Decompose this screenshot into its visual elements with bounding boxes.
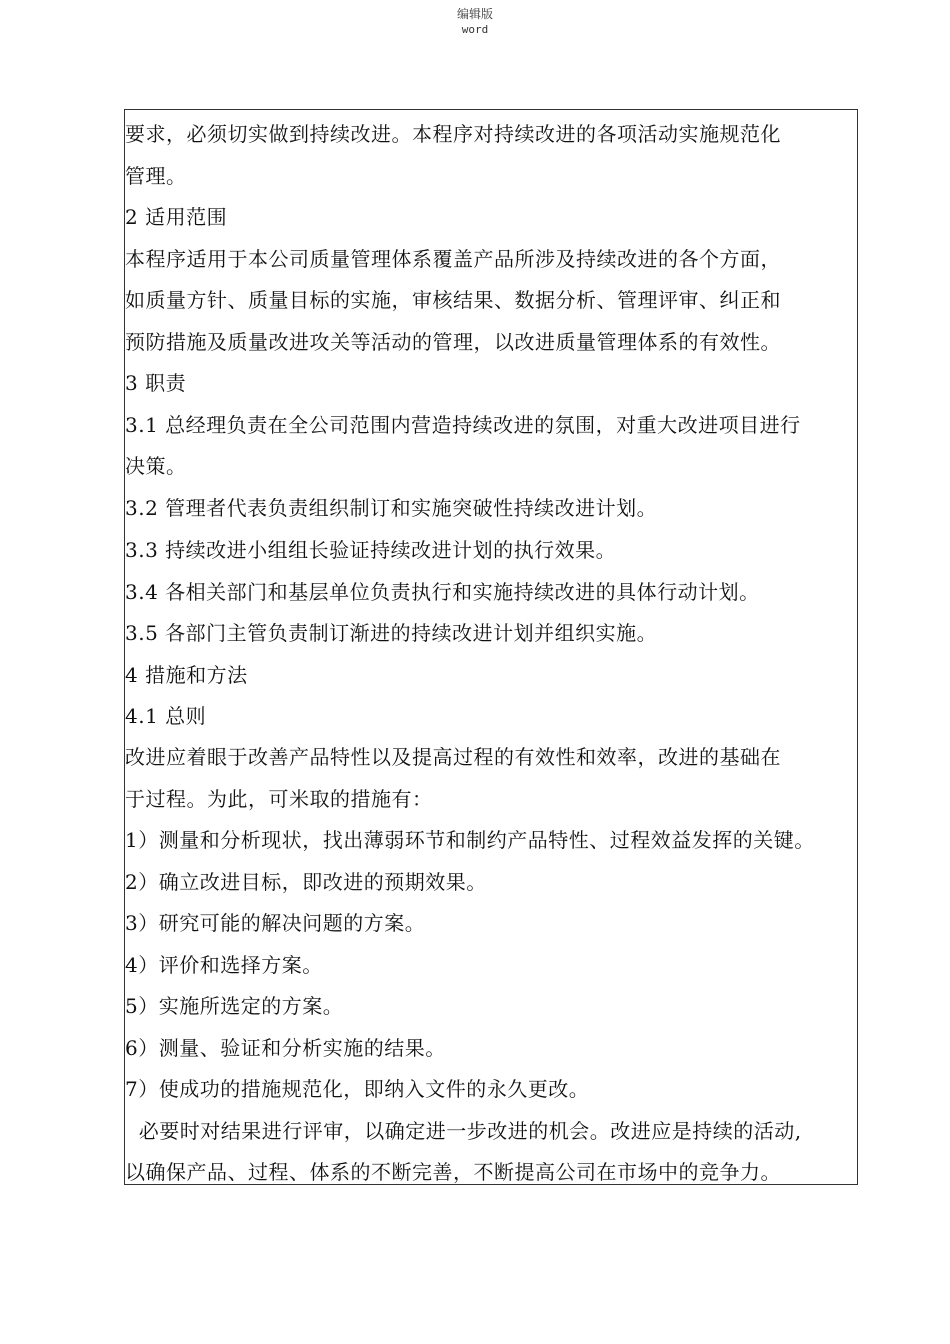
page-header: [0, 6, 950, 38]
list-item: 7）使成功的措施规范化，即纳入文件的永久更改。: [125, 1077, 590, 1101]
list-item: 1）测量和分析现状，找出薄弱环节和制约产品特性、过程效益发挥的关键。: [125, 828, 815, 852]
subsection-heading: 4.1 总则: [125, 704, 207, 728]
body-line: 3.2 管理者代表负责组织制订和实施突破性持续改进计划。: [125, 496, 658, 520]
body-line: 如质量方针、质量目标的实施，审核结果、数据分析、管理评审、纠正和: [125, 288, 781, 312]
body-line: 3.1 总经理负责在全公司范围内营造持续改进的氛围，对重大改进项目进行: [125, 413, 801, 437]
body-line: 预防措施及质量改进攻关等活动的管理，以改进质量管理体系的有效性。: [125, 330, 781, 354]
section-heading: 2 适用范围: [125, 205, 228, 229]
body-line: 以确保产品、过程、体系的不断完善，不断提高公司在市场中的竞争力。: [125, 1160, 781, 1184]
body-line: 必要时对结果进行评审，以确定进一步改进的机会。改进应是持续的活动,: [125, 1119, 802, 1143]
header-format-label: word: [461, 23, 489, 36]
list-item: 2）确立改进目标，即改进的预期效果。: [125, 870, 487, 894]
list-item: 6）测量、验证和分析实施的结果。: [125, 1036, 446, 1060]
body-line: 要求，必须切实做到持续改进。本程序对持续改进的各项活动实施规范化: [125, 122, 781, 146]
list-item: 4）评价和选择方案。: [125, 953, 323, 977]
body-line: 于过程。为此，可米取的措施有：: [125, 787, 433, 811]
section-heading: 3 职责: [125, 371, 187, 395]
body-line: 管理。: [125, 164, 187, 188]
list-item: 5）实施所选定的方案。: [125, 994, 344, 1018]
header-edition-label: 编辑版: [456, 7, 493, 21]
list-item: 3）研究可能的解决问题的方案。: [125, 911, 426, 935]
section-heading: 4 措施和方法: [125, 663, 248, 687]
body-line: 3.4 各相关部门和基层单位负责执行和实施持续改进的具体行动计划。: [125, 580, 760, 604]
body-line: 3.5 各部门主管负责制订渐进的持续改进计划并组织实施。: [125, 621, 658, 645]
body-line: 决策。: [125, 454, 187, 478]
body-line: 3.3 持续改进小组组长验证持续改进计划的执行效果。: [125, 538, 617, 562]
body-line: 本程序适用于本公司质量管理体系覆盖产品所涉及持续改进的各个方面，: [125, 247, 781, 271]
body-line: 改进应着眼于改善产品特性以及提高过程的有效性和效率，改进的基础在: [125, 745, 781, 769]
